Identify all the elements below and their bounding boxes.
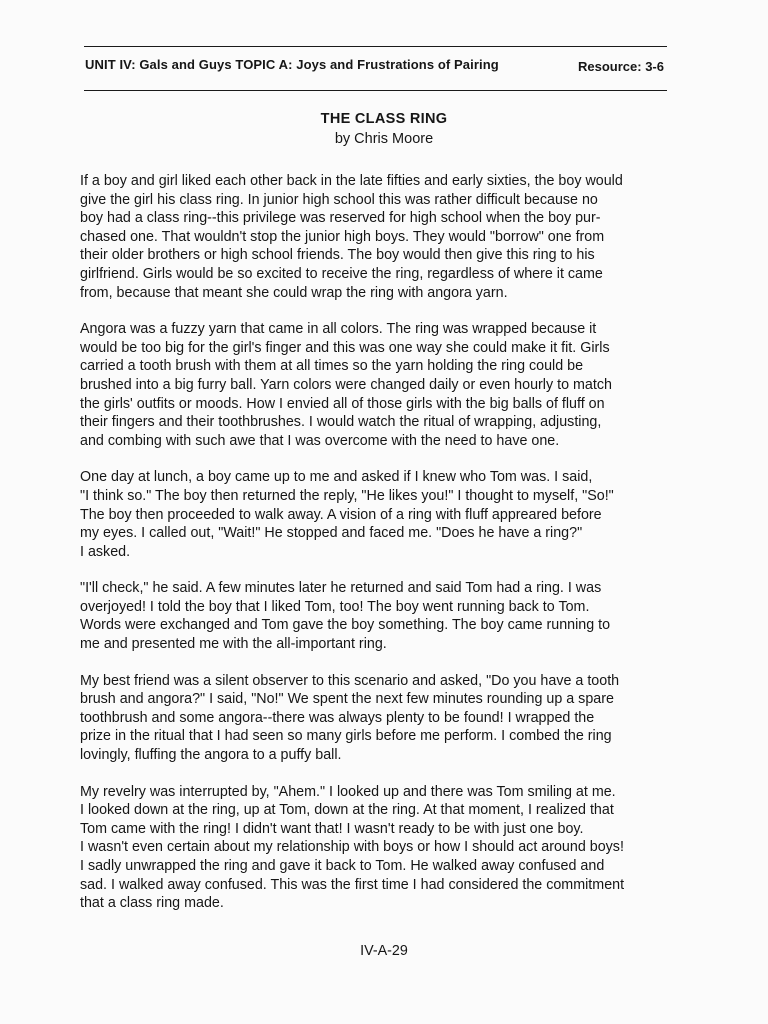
paragraph-line: and combing with such awe that I was overcome with the need to have one. — [80, 432, 560, 449]
paragraph-line: boy had a class ring--this privilege was reserved for high school when the boy pur- — [80, 210, 601, 227]
paragraph-line: the girls' outfits or moods. How I envied all of those girls with the big balls of fluff on — [80, 395, 605, 412]
paragraph-3 — [80, 468, 680, 561]
paragraph-line: that a class ring made. — [80, 895, 224, 912]
paragraph-line: me and presented me with the all-important ring. — [80, 636, 387, 653]
paragraph-line: I looked down at the ring, up at Tom, down at the ring. At that moment, I realized that — [80, 802, 614, 819]
paragraph-5 — [80, 672, 680, 765]
paragraph-line: girlfriend. Girls would be so excited to receive the ring, regardless of where it came — [80, 265, 603, 282]
unit-topic-heading: UNIT IV: Gals and Guys TOPIC A: Joys and Frustrations of Pairing — [85, 57, 499, 72]
paragraph-line: give the girl his class ring. In junior high school this was rather difficult because no — [80, 191, 598, 208]
paragraph-line: their older brothers or high school friends. The boy would then give this ring to his — [80, 247, 595, 264]
story-body — [80, 172, 680, 931]
paragraph-line: Tom came with the ring! I didn't want that! I wasn't ready to be with just one boy. — [80, 820, 584, 837]
paragraph-line: my eyes. I called out, "Wait!" He stopped and faced me. "Does he have a ring?" — [80, 525, 583, 542]
paragraph-line: their fingers and their toothbrushes. I would watch the ritual of wrapping, adjusting, — [80, 414, 602, 431]
paragraph-4 — [80, 579, 680, 653]
paragraph-line: Angora was a fuzzy yarn that came in all colors. The ring was wrapped because it — [80, 321, 597, 338]
header-rule-bottom — [84, 90, 667, 91]
paragraph-line: brushed into a big furry ball. Yarn colors were changed daily or even hourly to match — [80, 376, 612, 393]
story-byline: by Chris Moore — [334, 131, 434, 147]
paragraph-6 — [80, 783, 680, 913]
paragraph-line: lovingly, fluffing the angora to a puffy ball. — [80, 747, 342, 764]
resource-label: Resource: 3-6 — [578, 59, 664, 74]
paragraph-line: chased one. That wouldn't stop the junior high boys. They would "borrow" one from — [80, 228, 605, 245]
header-rule-top — [84, 46, 667, 47]
paragraph-line: Words were exchanged and Tom gave the boy something. The boy came running to — [80, 617, 611, 634]
paragraph-line: If a boy and girl liked each other back in the late fifties and early sixties, the boy would — [80, 173, 623, 189]
paragraph-line: "I think so." The boy then returned the reply, "He likes you!" I thought to myself, "So!" — [80, 487, 614, 504]
paragraph-1 — [80, 172, 680, 302]
paragraph-line: One day at lunch, a boy came up to me and asked if I knew who Tom was. I said, — [80, 469, 593, 486]
paragraph-line: would be too big for the girl's finger and this was one way she could make it fit. Girls — [80, 339, 610, 356]
page-number: IV-A-29 — [360, 943, 408, 959]
paragraph-line: "I'll check," he said. A few minutes later he returned and said Tom had a ring. I was — [80, 580, 602, 597]
paragraph-line: I asked. — [80, 543, 131, 560]
paragraph-line: from, because that meant she could wrap the ring with angora yarn. — [80, 284, 508, 301]
paragraph-line: sad. I walked away confused. This was the first time I had considered the commitment — [80, 876, 625, 893]
paragraph-line: I sadly unwrapped the ring and gave it back to Tom. He walked away confused and — [80, 858, 605, 874]
paragraph-2 — [80, 320, 680, 450]
paragraph-line: My revelry was interrupted by, "Ahem." I looked up and there was Tom smiling at me. — [80, 783, 616, 800]
paragraph-line: carried a tooth brush with them at all times so the yarn holding the ring could be — [80, 358, 584, 375]
story-title: THE CLASS RING — [320, 111, 448, 127]
paragraph-line: My best friend was a silent observer to this scenario and asked, "Do you have a tooth — [80, 672, 620, 689]
paragraph-line: I wasn't even certain about my relationship with boys or how I should act around boys! — [80, 839, 624, 856]
paragraph-line: overjoyed! I told the boy that I liked Tom, too! The boy went running back to Tom. — [80, 598, 590, 615]
paragraph-line: brush and angora?" I said, "No!" We spent the next few minutes rounding up a spare — [80, 691, 614, 708]
paragraph-line: The boy then proceeded to walk away. A vision of a ring with fluff appreared before — [80, 506, 602, 523]
paragraph-line: prize in the ritual that I had seen so many girls before me perform. I combed the ring — [80, 728, 612, 745]
paragraph-line: toothbrush and some angora--there was always plenty to be found! I wrapped the — [80, 709, 595, 726]
